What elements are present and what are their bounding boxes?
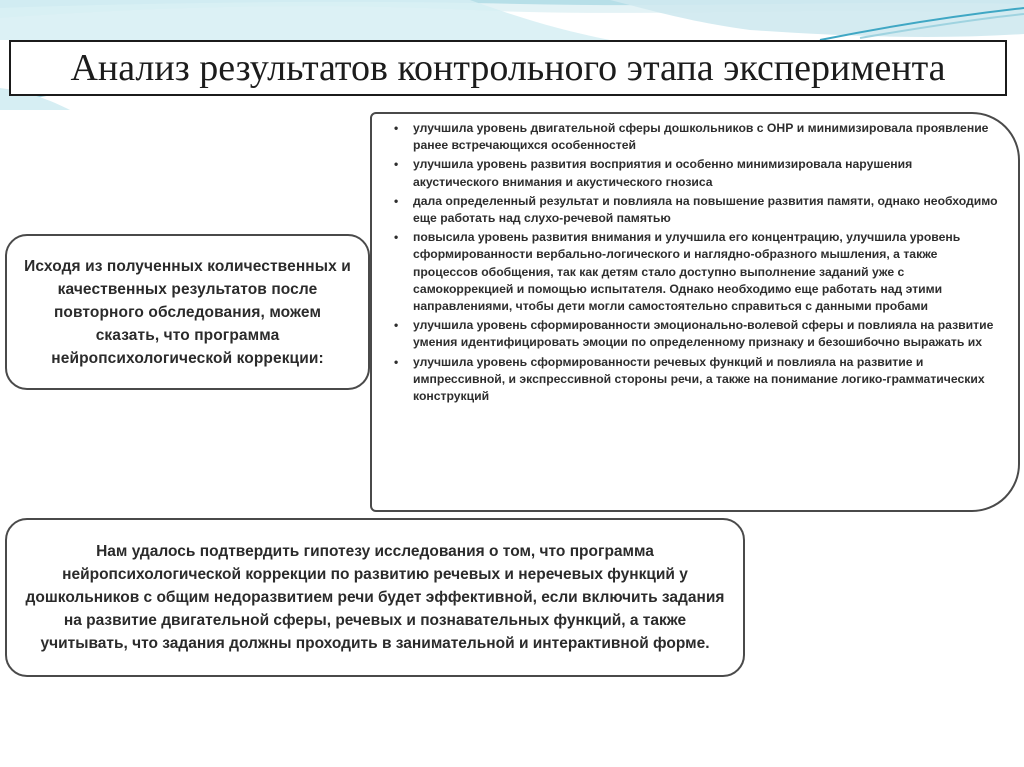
list-item-text: дала определенный результат и повлияла на повышение развития памяти, однако необходимо еще работать над слухо-речевой памятью <box>413 193 998 226</box>
bullet-icon: • <box>394 121 399 135</box>
bullet-icon: • <box>394 230 399 245</box>
results-list <box>390 120 1000 405</box>
list-item <box>390 156 1000 190</box>
list-item-text: улучшила уровень сформированности эмоционально-волевой сферы и повлияла на развитие умения идентифицировать эмоции по определенному признаку и безошибочно выражать их <box>413 318 994 350</box>
list-item <box>390 193 1000 227</box>
intro-text: Исходя из полученных количественных и качественных результатов после повторного обследования, можем сказать, что программа нейропсихологической коррекции: <box>24 257 351 367</box>
list-item-text: улучшила уровень сформированности речевых функций и повлияла на развитие и импрессивной, и экспрессивной стороны речи, а также на понимание логико-грамматических конструкций <box>413 354 985 404</box>
bullet-icon: • <box>394 193 399 208</box>
list-item-text: улучшила уровень развития восприятия и особенно минимизировала нарушения акустического внимания и акустического гнозиса <box>413 157 913 189</box>
page-title: Анализ результатов контрольного этапа эксперимента <box>9 40 1007 96</box>
list-item <box>390 317 1000 351</box>
bullet-icon: • <box>394 354 399 369</box>
list-item <box>390 354 1000 406</box>
bullet-icon: • <box>394 157 399 172</box>
list-item <box>390 229 1000 315</box>
list-item-text: повысила уровень развития внимания и улучшила его концентрацию, улучшила уровень сформированности вербально-логического и наглядно-образного мышления, а также процессов обобщения, так как детям стало доступно выполнение заданий уже с самокоррекцией и помощью испытателя. Однако необходимо еще работать над этими направлениями, чтобы дети могли самостоятельно справиться с данными пробами <box>413 230 961 314</box>
results-box <box>370 112 1020 512</box>
list-item-text: улучшила уровень двигательной сферы дошкольников с ОНР и минимизировала проявление ранее встречающихся особенностей <box>413 121 989 153</box>
list-item <box>390 120 1000 154</box>
intro-box <box>5 234 370 390</box>
conclusion-box <box>5 518 745 677</box>
bullet-icon: • <box>394 318 399 333</box>
conclusion-text: Нам удалось подтвердить гипотезу исследования о том, что программа нейропсихологической коррекции по развитию речевых и неречевых функций у дошкольников с общим недоразвитием речи будет эффективной, если включить задания на развитие двигательной сферы, речевых и познавательных функций, а также учитывать, что задания должны проходить в занимательной и интерактивной форме. <box>25 543 725 652</box>
